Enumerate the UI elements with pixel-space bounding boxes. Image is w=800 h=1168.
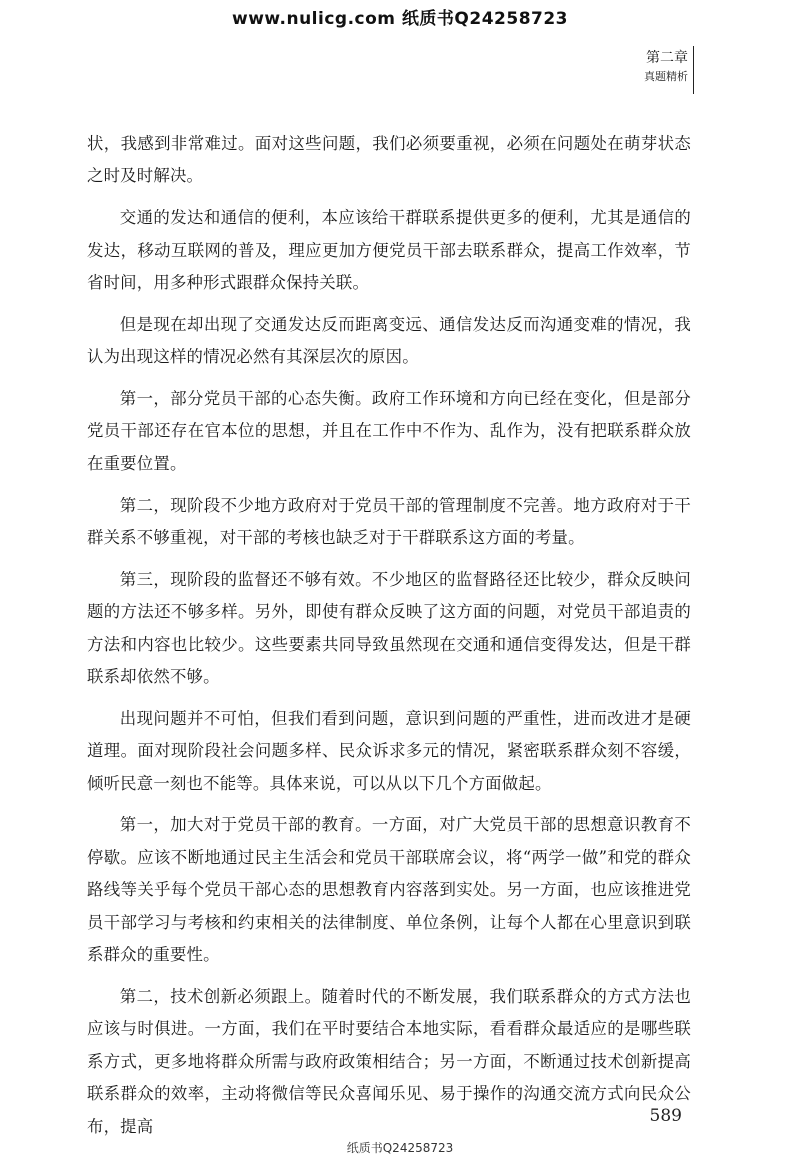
paragraph-9: 第二，技术创新必须跟上。随着时代的不断发展，我们联系群众的方式方法也应该与时俱进。一方面，我们在平时要结合本地实际，看看群众最适应的是哪些联系方式，更多地将群众所需与政府政策相结合；另一方面，不断通过技术创新提高联系群众的效率，主动将微信等民众喜闻乐见、易于操作的沟通交流方式向民众公布，提高 (87, 986, 691, 1136)
page-number: 589 (649, 1106, 682, 1126)
paragraph-1: 状，我感到非常难过。面对这些问题，我们必须要重视，必须在问题处在萌芽状态之时及时解决。 (87, 134, 691, 186)
paragraph-5: 第二，现阶段不少地方政府对于党员干部的管理制度不完善。地方政府对于干群关系不够重视，对干部的考核也缺乏对于干群联系这方面的考量。 (87, 495, 691, 548)
paragraph-6: 第三，现阶段的监督还不够有效。不少地区的监督路径还比较少，群众反映问题的方法还不够多样。另外，即使有群众反映了这方面的问题，对党员干部追责的方法和内容也比较少。这些要素共同导致虽然现在交通和通信变得发达，但是干群联系却依然不够。 (87, 569, 691, 687)
chapter-header (644, 48, 688, 86)
section-title: 真题精析 (644, 70, 688, 83)
paragraph-7: 出现问题并不可怕，但我们看到问题，意识到问题的严重性，进而改进才是硬道理。面对现阶段社会问题多样、民众诉求多元的情况，紧密联系群众刻不容缓，倾听民意一刻也不能等。具体来说，可以从以下几个方面做起。 (87, 708, 691, 793)
bottom-watermark: 纸质书Q24258723 (346, 1141, 454, 1155)
top-watermark: www.nulicg.com 纸质书Q24258723 (231, 9, 569, 29)
paragraph-2: 交通的发达和通信的便利，本应该给干群联系提供更多的便利，尤其是通信的发达，移动互联网的普及，理应更加方便党员干部去联系群众，提高工作效率，节省时间，用多种形式跟群众保持关联。 (87, 208, 691, 293)
body-text (87, 128, 691, 1152)
paragraph-8: 第一，加大对于党员干部的教育。一方面，对广大党员干部的思想意识教育不停歇。应该不断地通过民主生活会和党员干部联席会议，将“两学一做”和党的群众路线等关乎每个党员干部心态的思想教育内容落到实处。另一方面，也应该推进党员干部学习与考核和约束相关的法律制度、单位条例，让每个人都在心里意识到联系群众的重要性。 (87, 815, 691, 965)
paragraph-4: 第一，部分党员干部的心态失衡。政府工作环境和方向已经在变化，但是部分党员干部还存在官本位的思想，并且在工作中不作为、乱作为，没有把联系群众放在重要位置。 (87, 389, 691, 473)
header-divider (693, 46, 694, 94)
paragraph-3: 但是现在却出现了交通发达反而距离变远、通信发达反而沟通变难的情况，我认为出现这样的情况必然有其深层次的原因。 (87, 314, 691, 367)
chapter-title: 第二章 (646, 50, 688, 66)
